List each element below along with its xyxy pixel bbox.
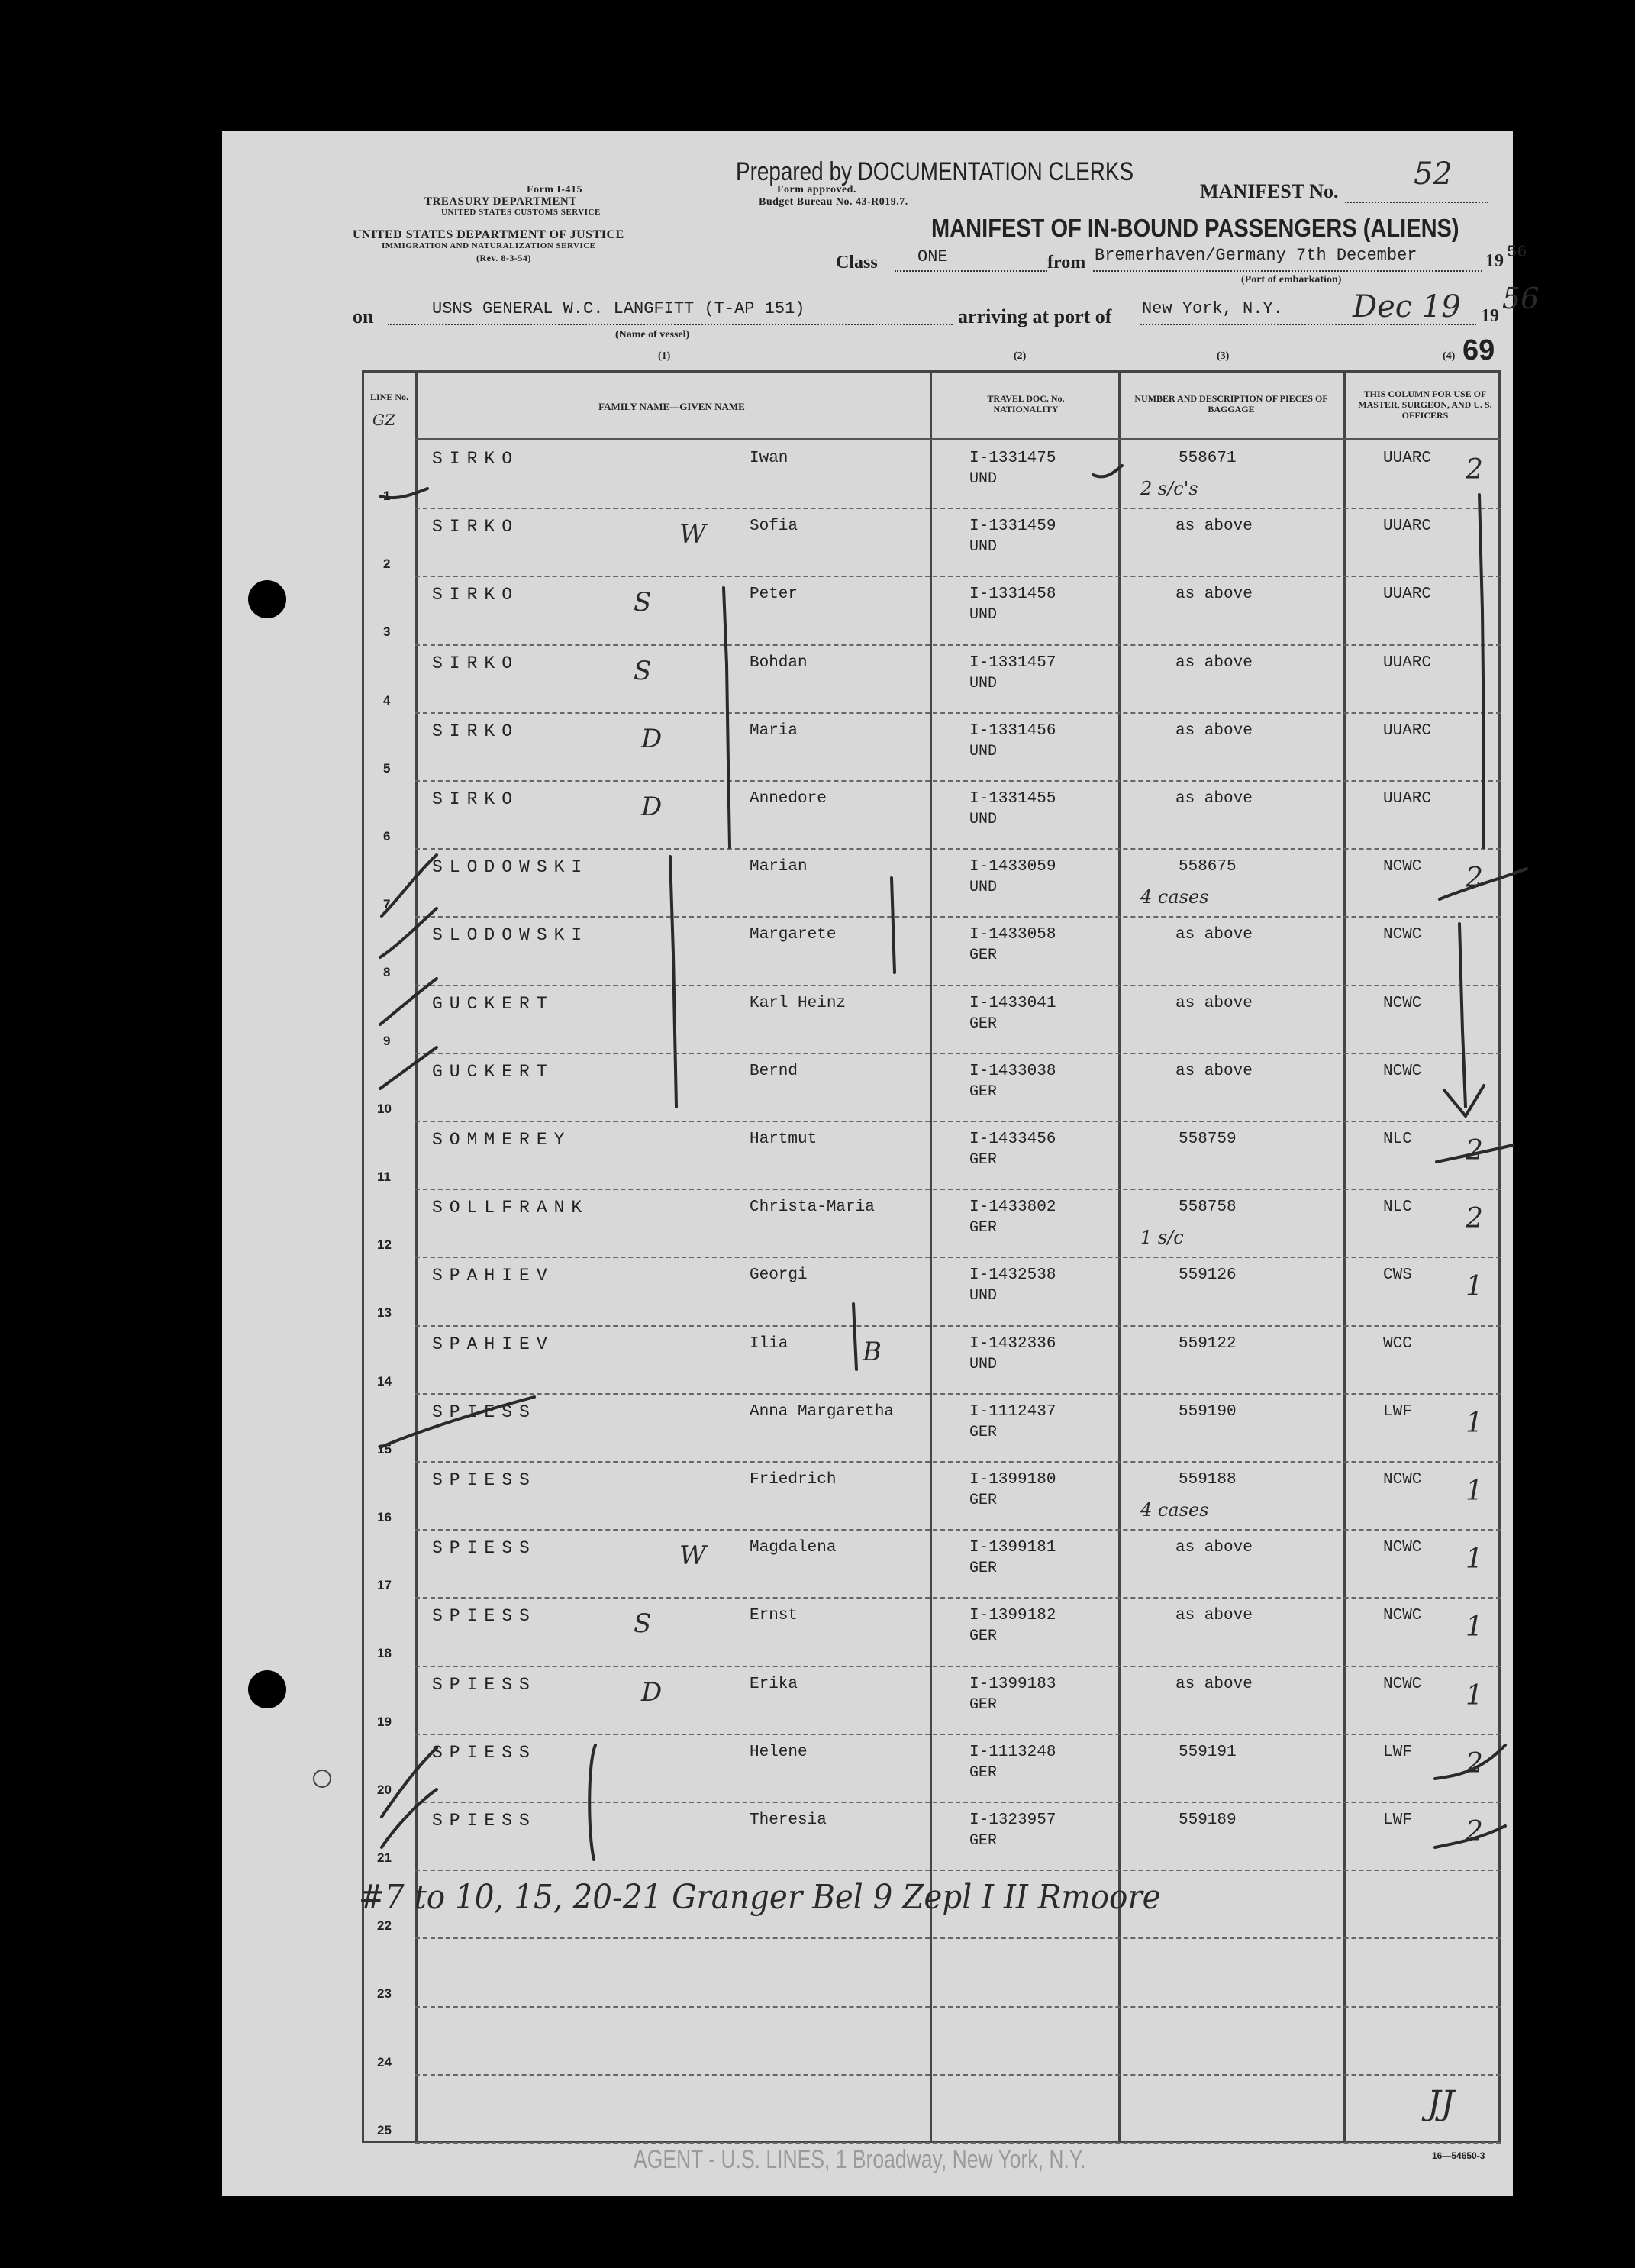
on-label: on — [353, 305, 374, 327]
check-row-21 — [382, 1789, 437, 1847]
prepared-by-stamp: Prepared by DOCUMENTATION CLERKS — [736, 157, 1134, 186]
col-num-2: (2) — [1014, 350, 1027, 362]
given-name: Georgi — [750, 1266, 808, 1285]
arrival-year-prefix: 19 — [1481, 306, 1499, 326]
col-header-name: FAMILY NAME—GIVEN NAME — [598, 401, 745, 412]
baggage: 559126 — [1179, 1266, 1237, 1285]
col-header-baggage: NUMBER AND DESCRIPTION OF PIECES OF BAGGAGE — [1134, 393, 1328, 415]
family-name: SOLLFRANK — [432, 1198, 589, 1218]
nationality: GER — [969, 1832, 998, 1850]
given-name: Theresia — [750, 1811, 827, 1829]
line-number: 2 — [383, 557, 391, 572]
given-name: Maria — [750, 721, 798, 740]
line-number: 19 — [377, 1714, 392, 1729]
family-name: SPAHIEV — [432, 1334, 554, 1354]
arrival-date: Dec 19 — [1353, 289, 1461, 324]
line-number: 14 — [377, 1373, 392, 1389]
mark-ilia — [853, 1304, 856, 1370]
baggage: 559188 — [1179, 1471, 1237, 1489]
family-name: SIRKO — [432, 517, 520, 537]
nationality: GER — [969, 1082, 998, 1101]
treasury-dept: TREASURY DEPARTMENT — [424, 195, 577, 208]
check-row-20 — [382, 1748, 437, 1817]
col-header-line: LINE No. — [369, 392, 408, 402]
year-suffix: 56 — [1507, 243, 1527, 262]
travel-doc-number: I-1433059 — [969, 858, 1056, 876]
corner-initials: JJ — [1427, 2084, 1455, 2123]
line-number: 8 — [383, 965, 391, 980]
baggage-note: 4 cases — [1140, 1499, 1209, 1521]
class-label: Class — [836, 253, 878, 273]
nationality: UND — [969, 538, 998, 557]
family-name: SIRKO — [432, 449, 520, 469]
nationality: UND — [969, 1355, 998, 1373]
tally-mark: 1 — [1466, 1544, 1483, 1576]
class-value: ONE — [917, 247, 948, 266]
baggage: as above — [1175, 1539, 1253, 1557]
manifest-no-label: MANIFEST No. — [1200, 180, 1339, 202]
given-name: Hartmut — [750, 1131, 818, 1148]
col-header-officers: THIS COLUMN FOR USE OF MASTER, SURGEON, AND U. S. OFFICERS — [1358, 389, 1492, 421]
given-name: Christa-Maria — [750, 1199, 875, 1217]
line-number: 12 — [377, 1237, 392, 1253]
travel-doc-number: I-1432336 — [969, 1334, 1056, 1353]
baggage: as above — [1175, 926, 1253, 944]
relation-mark: D — [641, 792, 663, 822]
mark-margarete — [892, 878, 895, 973]
check-row-10 — [380, 1047, 437, 1089]
agency: NLC — [1383, 1131, 1412, 1148]
line-number: 7 — [383, 897, 391, 912]
manifest-title: MANIFEST OF IN-BOUND PASSENGERS (ALIENS) — [931, 214, 1459, 242]
agency: NCWC — [1383, 994, 1422, 1012]
nationality: UND — [969, 606, 998, 624]
agency: NCWC — [1383, 1062, 1422, 1080]
line-number: 21 — [377, 1850, 392, 1865]
given-name: Karl Heinz — [750, 994, 847, 1012]
justice-dept: UNITED STATES DEPARTMENT OF JUSTICE — [353, 228, 624, 241]
family-name: SPIESS — [432, 1470, 537, 1490]
line-mark: GZ — [372, 411, 395, 429]
nationality: GER — [969, 1151, 998, 1169]
agency: UUARC — [1383, 450, 1432, 467]
given-name: Margarete — [750, 926, 837, 944]
nationality: GER — [969, 1763, 998, 1782]
nationality: GER — [969, 1423, 998, 1441]
bracket-spiess — [589, 1745, 595, 1860]
baggage: as above — [1175, 1607, 1253, 1625]
relation-mark: D — [641, 723, 663, 754]
given-name: Bernd — [750, 1062, 798, 1080]
line-number: 16 — [377, 1510, 392, 1524]
print-code: 16—54650-3 — [1432, 2150, 1485, 2161]
vessel-label: (Name of vessel) — [615, 329, 690, 340]
baggage: as above — [1175, 1675, 1253, 1693]
line-number: 20 — [377, 1782, 392, 1797]
given-name: Magdalena — [750, 1539, 837, 1557]
tally-mark: 1 — [1466, 1407, 1483, 1439]
tally-mark: 1 — [1466, 1476, 1483, 1507]
family-name: SPIESS — [432, 1674, 537, 1695]
line-number: 23 — [377, 1986, 392, 2002]
agency: UUARC — [1383, 721, 1432, 740]
given-name: Ernst — [750, 1607, 798, 1625]
travel-doc-number: I-1433041 — [969, 994, 1056, 1012]
baggage: as above — [1175, 721, 1253, 740]
given-name: Sofia — [750, 518, 798, 536]
baggage: as above — [1175, 994, 1253, 1012]
family-name: SPIESS — [432, 1811, 537, 1831]
family-name: SLODOWSKI — [432, 925, 589, 946]
tally-mark: 2 — [1466, 1203, 1483, 1235]
given-name: Erika — [750, 1675, 798, 1693]
port-embark-label: (Port of embarkation) — [1241, 274, 1342, 286]
relation-mark: W — [679, 1540, 706, 1572]
nationality: GER — [969, 1695, 998, 1714]
family-name: SOMMEREY — [432, 1130, 572, 1150]
col-num-1: (1) — [658, 350, 671, 362]
baggage: 558675 — [1179, 858, 1237, 876]
from-value: Bremerhaven/Germany 7th December — [1095, 246, 1417, 265]
tally-mark: 1 — [1466, 1611, 1483, 1644]
relation-mark: S — [634, 1608, 652, 1640]
nationality: UND — [969, 674, 998, 692]
baggage: as above — [1175, 518, 1253, 536]
line-number: 17 — [377, 1578, 392, 1593]
nationality: UND — [969, 470, 998, 488]
line-number: 15 — [377, 1441, 392, 1457]
nationality: UND — [969, 1287, 998, 1305]
tick-row-20 — [1435, 1745, 1505, 1779]
col-num-4: (4) — [1443, 350, 1456, 362]
tally-mark: 1 — [1466, 1271, 1483, 1303]
family-name: SIRKO — [432, 721, 520, 741]
ins-service: IMMIGRATION AND NATURALIZATION SERVICE — [382, 241, 596, 250]
travel-doc-number: I-1399180 — [969, 1471, 1056, 1489]
agency: LWF — [1383, 1402, 1412, 1421]
given-name: Anna Margaretha — [750, 1402, 895, 1421]
customs-service: UNITED STATES CUSTOMS SERVICE — [441, 208, 601, 217]
family-name: SPIESS — [432, 1606, 537, 1627]
line-number: 18 — [377, 1646, 392, 1661]
nationality: GER — [969, 947, 998, 965]
nationality: GER — [969, 1560, 998, 1578]
tally-mark: 2 — [1466, 1747, 1483, 1779]
baggage: 558671 — [1179, 450, 1237, 467]
year-prefix: 19 — [1485, 251, 1504, 271]
nationality: UND — [969, 879, 998, 897]
nationality: GER — [969, 1492, 998, 1509]
family-name: GUCKERT — [432, 1061, 554, 1082]
form-rev: (Rev. 8-3-54) — [476, 253, 531, 263]
agency: NCWC — [1383, 1675, 1422, 1693]
family-name: GUCKERT — [432, 993, 554, 1014]
line-number: 4 — [383, 692, 391, 708]
family-name: SPAHIEV — [432, 1266, 554, 1286]
line-number: 11 — [377, 1169, 391, 1184]
check-row-7 — [382, 855, 437, 916]
travel-doc-number: I-1112437 — [969, 1402, 1056, 1421]
baggage-note: 2 s/c's — [1140, 478, 1198, 499]
given-name: Friedrich — [750, 1471, 837, 1489]
from-label: from — [1047, 253, 1086, 273]
travel-doc-number: I-1331458 — [969, 586, 1056, 604]
given-name: Bohdan — [750, 653, 808, 672]
travel-doc-number: I-1433456 — [969, 1131, 1056, 1148]
line-number: 1 — [383, 489, 391, 503]
travel-doc-number: I-1331457 — [969, 653, 1056, 672]
family-name: SIRKO — [432, 653, 520, 673]
line22-annotation: #7 to 10, 15, 20-21 Granger Bel 9 Zepl I II Rmoore — [359, 1878, 1161, 1917]
agency: NCWC — [1383, 926, 1422, 944]
baggage: 558758 — [1179, 1199, 1237, 1217]
tally-mark: 2 — [1466, 454, 1483, 486]
baggage: as above — [1175, 1062, 1253, 1080]
line-number: 6 — [383, 829, 391, 844]
line-number: 24 — [377, 2054, 392, 2070]
tick-row-1 — [1093, 466, 1122, 476]
given-name: Iwan — [750, 450, 788, 467]
agency: NCWC — [1383, 858, 1422, 876]
nationality: UND — [969, 742, 998, 760]
family-name: SLODOWSKI — [432, 857, 589, 878]
agency: LWF — [1383, 1743, 1412, 1761]
arriving-label: arriving at port of — [958, 305, 1112, 327]
tally-mark: 1 — [1466, 1679, 1483, 1711]
agent-stamp: AGENT - U.S. LINES, 1 Broadway, New York, N.Y. — [634, 2145, 1086, 2174]
travel-doc-number: I-1399182 — [969, 1607, 1056, 1625]
travel-doc-number: I-1331456 — [969, 721, 1056, 740]
agency: NCWC — [1383, 1471, 1422, 1489]
line-number: 13 — [377, 1305, 392, 1321]
form-number: Form I-415 — [527, 184, 583, 195]
budget-bureau: Budget Bureau No. 43-R019.7. — [759, 196, 908, 208]
nationality: GER — [969, 1015, 998, 1033]
given-name: Helene — [750, 1743, 808, 1761]
family-name: SPIESS — [432, 1402, 537, 1422]
relation-mark: B — [863, 1336, 882, 1367]
page-number: 69 — [1462, 334, 1495, 366]
check-row-9 — [380, 979, 437, 1024]
nationality: GER — [969, 1628, 998, 1646]
relation-mark: S — [634, 587, 652, 618]
travel-doc-number: I-1331455 — [969, 790, 1056, 808]
baggage: as above — [1175, 653, 1253, 672]
agency: LWF — [1383, 1811, 1412, 1829]
baggage-note: 1 s/c — [1140, 1227, 1184, 1249]
manifest-no-value: 52 — [1414, 156, 1453, 192]
family-name: SPIESS — [432, 1742, 537, 1763]
travel-doc-number: I-1113248 — [969, 1743, 1056, 1761]
baggage: 559191 — [1179, 1743, 1237, 1761]
given-name: Peter — [750, 586, 798, 604]
agency: UUARC — [1383, 518, 1432, 536]
form-approved: Form approved. — [777, 184, 856, 195]
baggage: as above — [1175, 790, 1253, 808]
travel-doc-number: I-1331475 — [969, 450, 1056, 467]
travel-doc-number: I-1432538 — [969, 1266, 1056, 1285]
tick-row-21 — [1435, 1826, 1505, 1847]
check-row-1 — [380, 489, 427, 498]
baggage-note: 4 cases — [1140, 886, 1209, 908]
line-number: 3 — [383, 624, 391, 640]
travel-doc-number: I-1399183 — [969, 1675, 1056, 1693]
check-row-8 — [380, 908, 437, 957]
agency: CWS — [1383, 1266, 1412, 1285]
tally-mark: 2 — [1466, 863, 1483, 895]
agency: UUARC — [1383, 790, 1432, 808]
relation-mark: D — [641, 1676, 663, 1708]
line-number: 25 — [377, 2122, 392, 2137]
given-name: Annedore — [750, 790, 827, 808]
agency: NLC — [1383, 1199, 1412, 1217]
bracket-sirko-family — [724, 588, 730, 847]
line-number: 22 — [377, 1918, 392, 1934]
arrow-uuarc — [1479, 495, 1484, 847]
travel-doc-number: I-1331459 — [969, 518, 1056, 536]
family-name: SIRKO — [432, 789, 520, 809]
col-num-3: (3) — [1217, 350, 1230, 362]
agency: WCC — [1383, 1334, 1412, 1353]
baggage: 559122 — [1179, 1334, 1237, 1353]
check-7-10 — [1440, 869, 1527, 899]
agency: NCWC — [1383, 1539, 1422, 1557]
given-name: Ilia — [750, 1334, 788, 1353]
travel-doc-number: I-1433038 — [969, 1062, 1056, 1080]
agency: UUARC — [1383, 586, 1432, 604]
nationality: GER — [969, 1219, 998, 1237]
agency: UUARC — [1383, 653, 1432, 672]
tick-row-11 — [1437, 1145, 1513, 1162]
line-number: 9 — [383, 1033, 391, 1048]
arrival-port: New York, N.Y. — [1142, 299, 1283, 318]
line-number: 10 — [377, 1101, 392, 1116]
family-name: SPIESS — [432, 1538, 537, 1559]
baggage: 558759 — [1179, 1131, 1237, 1148]
travel-doc-number: I-1323957 — [969, 1811, 1056, 1829]
vessel-name: USNS GENERAL W.C. LANGFITT (T-AP 151) — [432, 299, 805, 318]
baggage: 559189 — [1179, 1811, 1237, 1829]
travel-doc-number: I-1399181 — [969, 1539, 1056, 1557]
col-header-doc: TRAVEL DOC. No. NATIONALITY — [987, 393, 1065, 415]
baggage: as above — [1175, 586, 1253, 604]
tally-mark: 2 — [1466, 1135, 1483, 1166]
travel-doc-number: I-1433058 — [969, 926, 1056, 944]
baggage: 559190 — [1179, 1402, 1237, 1421]
bracket-slodowski-guckert — [670, 857, 676, 1107]
line-number: 5 — [383, 760, 391, 776]
family-name: SIRKO — [432, 585, 520, 605]
arrival-year: 56 — [1502, 282, 1540, 315]
travel-doc-number: I-1433802 — [969, 1199, 1056, 1217]
relation-mark: W — [679, 519, 706, 550]
tally-mark: 2 — [1466, 1816, 1483, 1847]
nationality: UND — [969, 811, 998, 828]
check-row-15 — [380, 1397, 534, 1447]
arrow-ncwc — [1459, 924, 1466, 1107]
relation-mark: S — [634, 655, 652, 686]
agency: NCWC — [1383, 1607, 1422, 1625]
given-name: Marian — [750, 858, 808, 876]
